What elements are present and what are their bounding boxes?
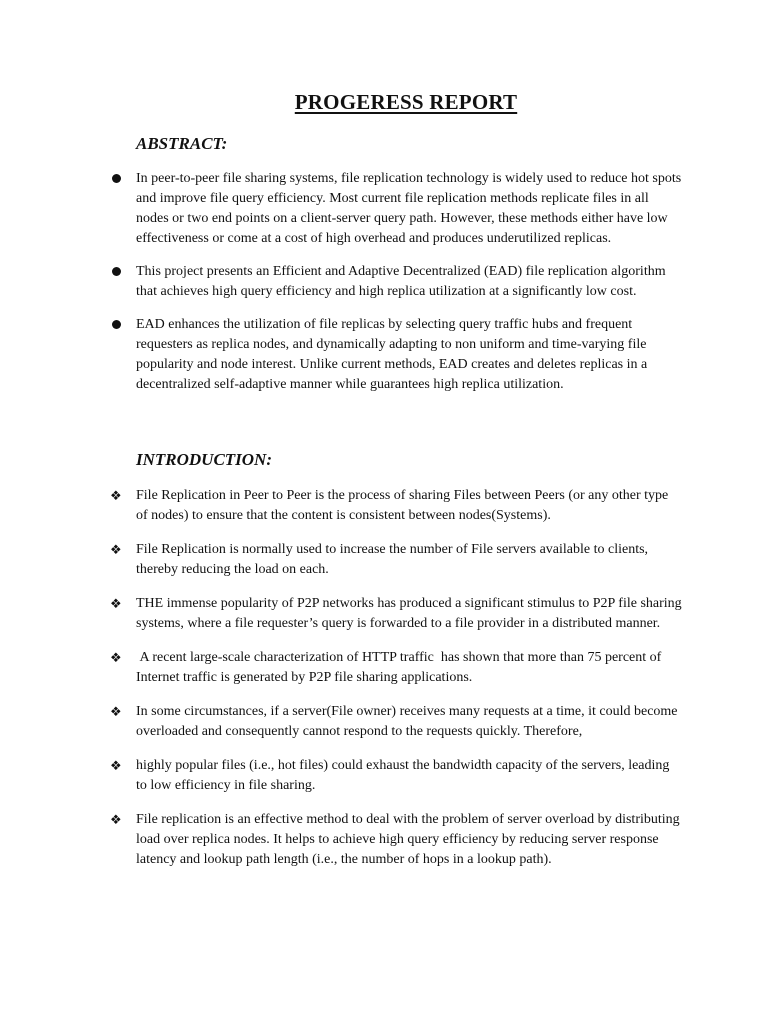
- page-title: PROGERESS REPORT: [294, 90, 518, 114]
- introduction-item-text: In some circumstances, if a server(File owner) receives many requests at a time, it could become overloaded and consequently cannot respond to the requests quickly. Therefore,: [136, 704, 678, 739]
- introduction-item: [0, 486, 768, 526]
- abstract-item-text: In peer-to-peer file sharing systems, file replication technology is widely used to reduce hot spots and improve file query efficiency. Most current file replication methods replicate files in all nodes or two end points on a client-server query path. However, these methods either have low effectiveness or come at a cost of high overhead and produces underutilized replicas.: [136, 171, 682, 246]
- abstract-list: [0, 169, 768, 408]
- introduction-item: [0, 648, 768, 688]
- abstract-heading: ABSTRACT:: [136, 134, 228, 153]
- introduction-item: [0, 540, 768, 580]
- introduction-item-text: highly popular files (i.e., hot files) could exhaust the bandwidth capacity of the servers, leading to low efficiency in file sharing.: [136, 758, 670, 793]
- introduction-list: [0, 486, 768, 884]
- round-bullet-icon: [112, 174, 121, 183]
- diamond-bullet-icon: ❖: [110, 704, 122, 719]
- abstract-item: [0, 169, 768, 249]
- introduction-item: [0, 702, 768, 742]
- abstract-item-text: EAD enhances the utilization of file replicas by selecting query traffic hubs and frequent requesters as replica nodes, and dynamically adapting to non uniform and time-varying file popularity and node interest. Unlike current methods, EAD creates and deletes replicas in a decentralized self-adaptive manner while guarantees high replica utilization.: [136, 317, 648, 392]
- abstract-item: [0, 262, 768, 302]
- abstract-item: [0, 315, 768, 395]
- introduction-item-text: File Replication in Peer to Peer is the process of sharing Files between Peers (or any other type of nodes) to ensure that the content is consistent between nodes(Systems).: [136, 488, 669, 523]
- diamond-bullet-icon: ❖: [110, 812, 122, 827]
- introduction-item-text: File replication is an effective method to deal with the problem of server overload by distributing load over replica nodes. It helps to achieve high query efficiency by reducing server response latency and lookup path length (i.e., the number of hops in a lookup path).: [136, 812, 680, 867]
- diamond-bullet-icon: ❖: [110, 596, 122, 611]
- introduction-heading: INTRODUCTION:: [136, 450, 272, 469]
- diamond-bullet-icon: ❖: [110, 758, 122, 773]
- diamond-bullet-icon: ❖: [110, 650, 122, 665]
- diamond-bullet-icon: ❖: [110, 542, 122, 557]
- diamond-bullet-icon: ❖: [110, 488, 122, 503]
- introduction-item: [0, 810, 768, 870]
- introduction-item-text: A recent large-scale characterization of HTTP traffic has shown that more than 75 percent of Internet traffic is generated by P2P file sharing applications.: [136, 650, 665, 685]
- round-bullet-icon: [112, 267, 121, 276]
- round-bullet-icon: [112, 320, 121, 329]
- abstract-item-text: This project presents an Efficient and Adaptive Decentralized (EAD) file replication algorithm that achieves high query efficiency and high replica utilization at a significantly low cost.: [136, 264, 666, 299]
- introduction-item-text: File Replication is normally used to increase the number of File servers available to clients, thereby reducing the load on each.: [136, 542, 649, 577]
- introduction-item: [0, 756, 768, 796]
- introduction-item-text: THE immense popularity of P2P networks has produced a significant stimulus to P2P file sharing systems, where a file requester’s query is forwarded to a file provider in a distributed manner.: [136, 596, 682, 631]
- introduction-item: [0, 594, 768, 634]
